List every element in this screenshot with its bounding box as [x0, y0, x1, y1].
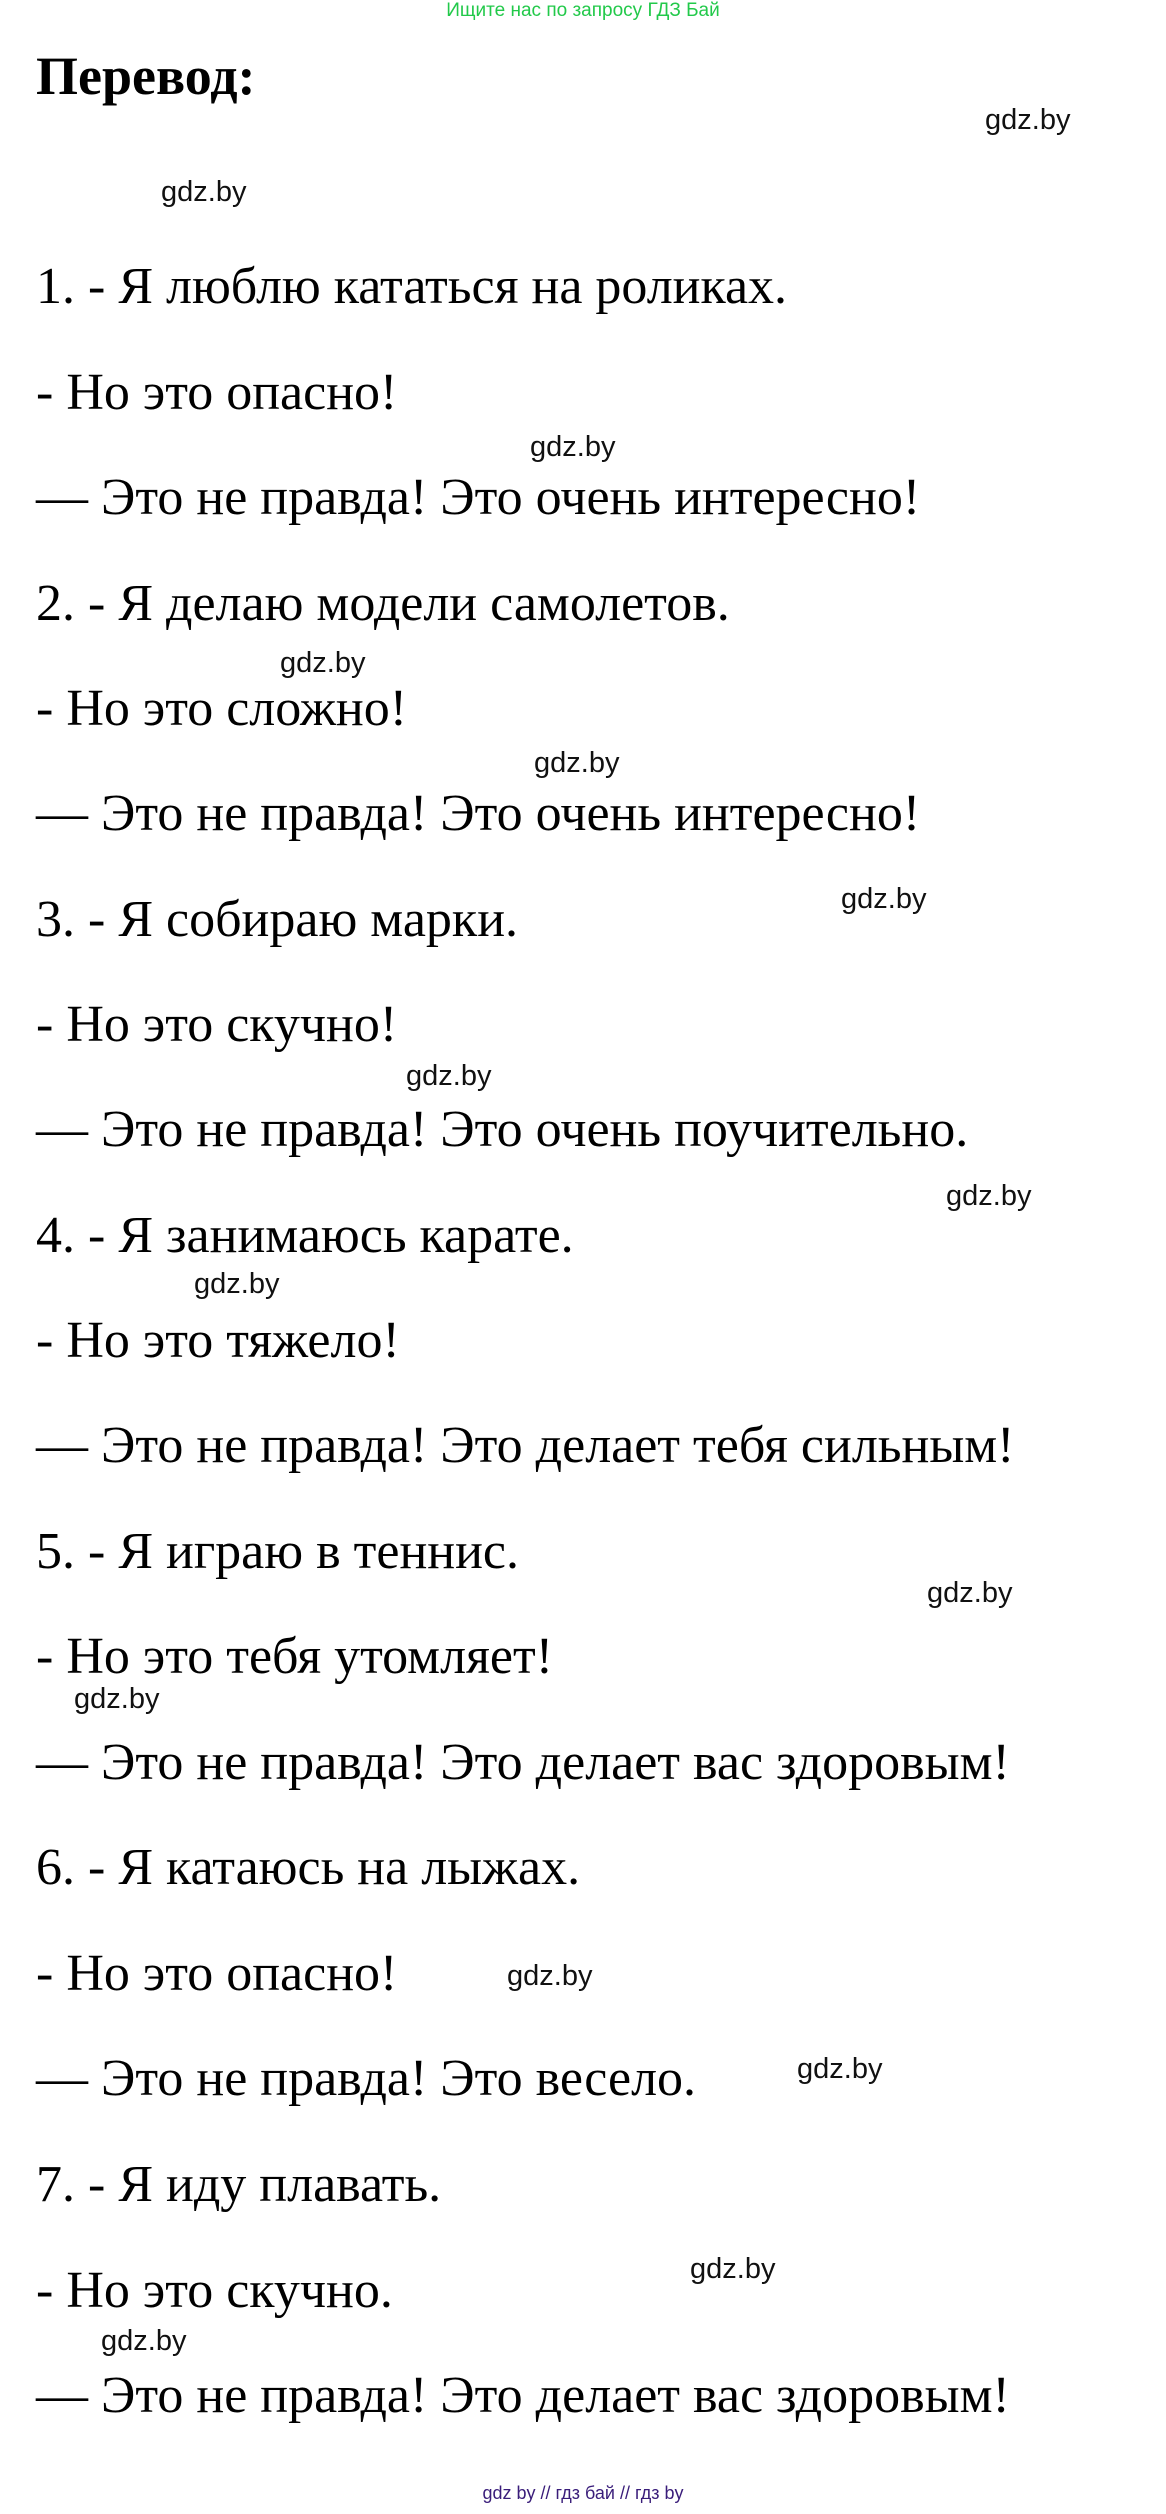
text-line: — Это не правда! Это делает вас здоровым! — [36, 2367, 1010, 2424]
text-line: — Это не правда! Это делает вас здоровым! — [36, 1734, 1010, 1791]
watermark: gdz.by — [194, 1268, 280, 1300]
text-line: 7. - Я иду плавать. — [36, 2156, 442, 2213]
text-line: 1. - Я люблю кататься на роликах. — [36, 258, 788, 315]
watermark: gdz.by — [797, 2053, 883, 2085]
watermark: gdz.by — [841, 883, 927, 915]
watermark: gdz.by — [927, 1577, 1013, 1609]
text-line: 3. - Я собираю марки. — [36, 891, 519, 948]
text-line: — Это не правда! Это делает тебя сильным! — [36, 1417, 1015, 1474]
text-line: - Но это опасно! — [36, 1945, 398, 2002]
text-line: - Но это опасно! — [36, 364, 398, 421]
text-line: - Но это тяжело! — [36, 1312, 400, 1369]
text-line: 5. - Я играю в теннис. — [36, 1523, 520, 1580]
text-line: — Это не правда! Это весело. — [36, 2050, 697, 2107]
watermark: gdz.by — [530, 431, 616, 463]
text-line: - Но это скучно. — [36, 2262, 393, 2319]
watermark: gdz.by — [280, 647, 366, 679]
watermark: gdz.by — [161, 176, 247, 208]
text-line: - Но это тебя утомляет! — [36, 1628, 554, 1685]
watermark: gdz.by — [507, 1960, 593, 1992]
text-line: 4. - Я занимаюсь карате. — [36, 1207, 574, 1264]
text-line: — Это не правда! Это очень интересно! — [36, 469, 921, 526]
text-line: — Это не правда! Это очень поучительно. — [36, 1101, 969, 1158]
text-line: 6. - Я катаюсь на лыжах. — [36, 1839, 581, 1896]
top-banner: Ищите нас по запросу ГДЗ Бай — [446, 0, 720, 21]
page-title: Перевод: — [36, 46, 256, 106]
text-line: - Но это скучно! — [36, 996, 398, 1053]
footer: gdz by // гдз бай // гдз by — [482, 2483, 684, 2503]
watermark: gdz.by — [946, 1180, 1032, 1212]
watermark: gdz.by — [74, 1683, 160, 1715]
watermark: gdz.by — [690, 2253, 776, 2285]
text-line: 2. - Я делаю модели самолетов. — [36, 575, 730, 632]
watermark: gdz.by — [534, 747, 620, 779]
text-line: — Это не правда! Это очень интересно! — [36, 785, 921, 842]
watermark: gdz.by — [406, 1060, 492, 1092]
text-line: - Но это сложно! — [36, 680, 408, 737]
watermark: gdz.by — [101, 2325, 187, 2357]
watermark: gdz.by — [985, 104, 1071, 136]
